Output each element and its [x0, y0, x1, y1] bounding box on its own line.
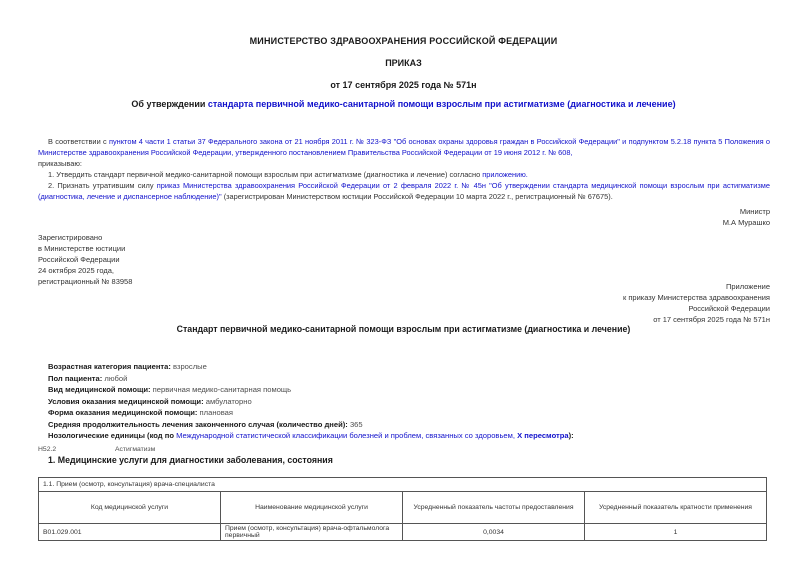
nosology-row: [48, 430, 768, 442]
preamble-paragraph: [38, 136, 770, 158]
preamble-block: [38, 136, 770, 202]
registration-line: 24 октября 2025 года,: [38, 266, 114, 275]
standard-attributes: [48, 361, 768, 442]
cell-multiplicity: 1: [585, 524, 767, 541]
attribute-label: Условия оказания медицинской помощи:: [48, 396, 204, 406]
annex-ref-line: к приказу Министерства здравоохранения: [622, 293, 770, 302]
annex-ref-line: Российской Федерации: [688, 304, 770, 313]
minister-name: М.А Мурашко: [722, 218, 770, 227]
col-header-service-code: Код медицинской услуги: [39, 492, 221, 524]
order-date: от 17 сентября 2025 года № 571н: [330, 80, 477, 90]
col-header-service-name: Наименование медицинской услуги: [221, 492, 403, 524]
minister-post: Министр: [739, 207, 770, 216]
icd-code-name: Астигматизм: [115, 446, 156, 453]
attribute-value: 365: [347, 419, 363, 429]
standard-title: Стандарт первичной медико-санитарной помощи взрослым при астигматизме (диагностика и лечение): [176, 324, 631, 334]
order-type-label: ПРИКАЗ: [385, 58, 422, 68]
attribute-value: любой: [102, 373, 128, 383]
attribute-row: [48, 396, 768, 408]
table-row: [39, 524, 767, 541]
registration-line: Зарегистрировано: [38, 233, 103, 242]
col-header-multiplicity: Усредненный показатель кратности применения: [585, 492, 767, 524]
attribute-label: Средняя продолжительность лечения законченного случая (количество дней):: [48, 419, 348, 429]
attribute-label: Вид медицинской помощи:: [48, 385, 151, 394]
order-item-1: [38, 169, 770, 180]
annex-reference-block: [623, 281, 770, 325]
attribute-row: [48, 361, 768, 373]
annex-ref-line: от 17 сентября 2025 года № 571н: [653, 315, 770, 324]
preamble-lead: В соответствии с: [48, 137, 109, 146]
item2-tail: (зарегистрирован Министерством юстиции Российской Федерации 10 марта 2022 г., регистрационный № 67675).: [221, 192, 613, 201]
col-header-frequency: Усредненный показатель частоты предоставления: [403, 492, 585, 524]
icd10-link-revision[interactable]: X пересмотра: [514, 431, 569, 440]
order-item-2: [38, 180, 770, 202]
icd-code-row: [38, 446, 155, 453]
table-subsection-row: [39, 478, 767, 492]
signature-block: [723, 206, 770, 228]
cell-frequency: 0,0034: [403, 524, 585, 541]
nosology-label: Нозологические единицы (код по: [48, 431, 177, 440]
attribute-value: первичная медико-санитарная помощь: [150, 385, 292, 394]
annex-ref-line: Приложение: [726, 282, 770, 291]
table-header-row: [39, 492, 767, 524]
nosology-tail: ):: [568, 431, 574, 440]
attribute-row: [48, 373, 768, 385]
decree-word: приказываю:: [38, 159, 82, 168]
icd-code: H52.2: [38, 446, 57, 453]
attribute-value: взрослые: [170, 362, 207, 371]
attribute-row: [48, 419, 768, 431]
attribute-value: амбулаторно: [203, 396, 252, 406]
section-1-heading: 1. Медицинские услуги для диагностики заболевания, состояния: [48, 455, 333, 465]
item2-text: 2. Признать утратившим силу: [48, 181, 157, 190]
law-reference-link[interactable]: пунктом 4 части 1 статьи 37 Федерального закона от 21 ноября 2011 г. № 323-ФЗ "Об основах охраны здоровья граждан в Российской Федерации" и подпунктом 5.2.18 пункта 5 Положения о Министерстве здравоохранения Российской Федерации, утвержденного постановлением Правительства Российской Федерации от 19 июня 2012 г. № 608,: [38, 137, 770, 157]
registration-note: [38, 232, 132, 287]
attribute-value: плановая: [197, 408, 234, 417]
order-title-prefix: Об утверждении: [131, 99, 208, 109]
services-table: [38, 477, 767, 541]
icd10-link[interactable]: Международной статистической классификации болезней и проблем, связанных со здоровьем,: [176, 431, 515, 440]
repealed-order-link[interactable]: приказ Министерства здравоохранения Российской Федерации от 2 февраля 2022 г. № 45н "Об утверждении стандарта медицинской помощи взрослым при астигматизме (диагностика, лечение и диспансерное наблюдение)": [38, 181, 770, 201]
ministry-name: МИНИСТЕРСТВО ЗДРАВООХРАНЕНИЯ РОССИЙСКОЙ ФЕДЕРАЦИИ: [249, 36, 558, 46]
subsection-title: 1.1. Прием (осмотр, консультация) врача-специалиста: [39, 478, 767, 492]
services-table-wrap: [38, 477, 767, 541]
cell-service-code: B01.029.001: [39, 524, 221, 541]
attribute-row: [48, 384, 768, 396]
attribute-row: [48, 407, 768, 419]
order-title-link[interactable]: стандарта первичной медико-санитарной помощи взрослым при астигматизме (диагностика и лечение): [207, 99, 676, 109]
registration-line: Российской Федерации: [38, 255, 120, 264]
attribute-label: Возрастная категория пациента:: [48, 362, 171, 371]
item1-text: 1. Утвердить стандарт первичной медико-санитарной помощи взрослым при астигматизме (диагностика и лечение) согласно: [48, 170, 483, 179]
registration-line: в Министерстве юстиции: [38, 244, 126, 253]
attribute-label: Пол пациента:: [48, 373, 103, 383]
annex-link[interactable]: приложению.: [482, 170, 528, 179]
cell-service-name: Прием (осмотр, консультация) врача-офтальмолога первичный: [221, 524, 403, 541]
registration-line: регистрационный № 83958: [38, 277, 133, 286]
attribute-label: Форма оказания медицинской помощи:: [48, 408, 198, 417]
order-title: [0, 99, 807, 109]
